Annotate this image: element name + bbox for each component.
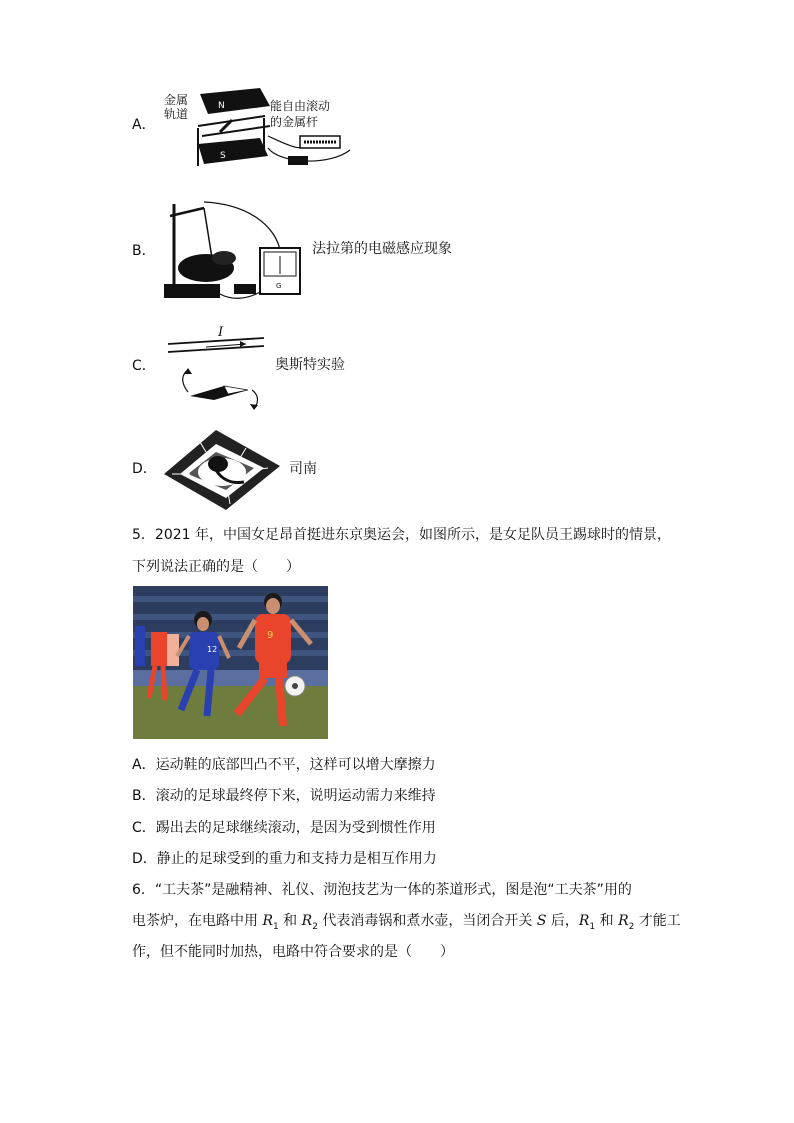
figure-d-sinan-compass [160,424,284,512]
south-pole-label: S [220,151,226,161]
figure-c-oersted-experiment [166,320,270,412]
q6-stem-line3: 作，但不能同时加热，电路中符合要求的是（ ） [132,944,454,960]
option-c-caption: 奥斯特实验 [275,357,345,373]
q6-line2-part-e: 和 [595,913,619,929]
q6-stem-line2 [132,910,681,932]
galvanometer-label: G [276,282,282,290]
q5-option-b[interactable]: B．滚动的足球最终停下来，说明运动需力来维持 [132,788,436,804]
q6-switch-symbol: S [536,913,547,929]
blue-jersey-number: 12 [207,645,218,654]
q6-r1-subscript: 1 [273,921,279,932]
q6-line2-part-f: 才能工 [634,913,681,929]
q5-option-d[interactable]: D．静止的足球受到的重力和支持力是相互作用力 [132,851,437,867]
q5-option-c[interactable]: C．踢出去的足球继续滚动，是因为受到惯性作用 [132,820,436,836]
option-d-letter[interactable]: D． [132,461,157,477]
q6-r1-symbol: R [262,913,273,929]
q6-r2b-subscript: 2 [628,921,635,932]
q6-line2-part-d: 后， [546,913,579,929]
option-c-letter[interactable]: C． [132,358,156,374]
q5-option-a[interactable]: A．运动鞋的底部凹凸不平，这样可以增大摩擦力 [132,757,436,773]
figure-a-rails-experiment [160,86,355,174]
option-a-letter[interactable]: A． [132,117,156,133]
q5-stem-line2: 下列说法正确的是（ ） [132,559,300,575]
q5-photo-football [133,586,328,739]
q6-r1b-symbol: R [578,913,590,929]
q6-r2-subscript: 2 [312,921,318,932]
option-d-caption: 司南 [289,461,317,477]
q6-line2-part-c: 代表消毒锅和煮水壶，当闭合开关 [317,913,537,929]
north-pole-label: N [218,101,225,111]
red-jersey-number: 9 [267,630,274,641]
rail-label-line2: 轨道 [164,107,189,121]
q6-r1b-subscript: 1 [589,921,596,932]
q6-r2-symbol: R [301,913,313,929]
q5-stem-line1: 5．2021 年，中国女足昂首挺进东京奥运会，如图所示，是女足队员王踢球时的情景， [132,527,671,543]
rod-label-line2: 的金属杆 [270,115,319,129]
option-b-caption: 法拉第的电磁感应现象 [312,241,452,257]
rail-label-line1: 金属 [164,93,189,107]
q6-line2-part-a: 电茶炉，在电路中用 [132,913,263,929]
q6-line2-part-b: 和 [278,913,302,929]
current-label: I [218,325,224,340]
q6-r2b-symbol: R [618,913,629,929]
q6-stem-line1: 6．“工夫茶”是融精神、礼仪、沏泡技艺为一体的茶道形式，图是泡“工夫茶”用的 [132,882,632,898]
option-b-letter[interactable]: B． [132,243,156,259]
figure-b-faraday-experiment [156,194,306,304]
rod-label-line1: 能自由滚动 [270,99,331,113]
